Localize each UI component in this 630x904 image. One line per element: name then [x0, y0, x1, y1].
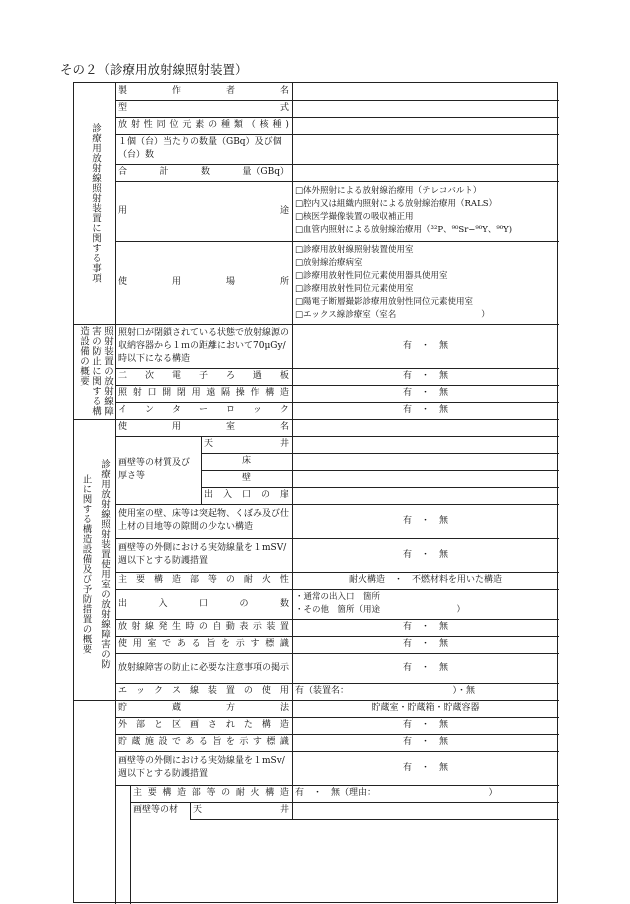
place-options-item: □診療用放射性同位元素使用器具使用室 [295, 270, 448, 281]
door-label-char: の [260, 490, 270, 500]
room-fire-label-char: 要 [135, 575, 145, 585]
nuclide-label-char: 元 [182, 120, 192, 130]
section3-header-left: 止に関する構造設備及び予防措置の概要 [80, 474, 92, 654]
wall-label: 壁 [241, 473, 251, 483]
secondary-filter-label-char: 電 [171, 371, 181, 381]
storage-sign-label-char: 設 [158, 737, 168, 747]
place-options-item: □陽電子断層撮影診療用放射性同位元素使用室 [295, 296, 474, 307]
room-sign-label-char: 室 [147, 639, 157, 649]
room-fire-label-char: 部 [189, 575, 199, 585]
xray-label-char: の [243, 686, 253, 696]
radiation-structure-label: 照射口が閉鎖されている状態で放射線源の収納容器から１ｍの距離において70μGy/時以下になる構造 [118, 327, 290, 364]
auto-display-label-char: 時 [185, 622, 195, 632]
row-border [115, 636, 559, 637]
col-border [292, 83, 293, 324]
auto-display-label-char: 射 [131, 622, 141, 632]
row-border [130, 802, 559, 803]
remote-control-label-char: 射 [132, 388, 142, 398]
notice-value: 有 ・ 無 [402, 662, 448, 673]
model-label-char: 型 [118, 103, 128, 113]
place-options-item: □放射線治療病室 [295, 257, 363, 268]
nuclide-label-char: 射 [130, 120, 140, 130]
secondary-filter-label-char: 子 [198, 371, 208, 381]
row-border [115, 734, 559, 735]
auto-display-label-char: 放 [118, 622, 128, 632]
room-name-label-char: 使 [118, 422, 128, 432]
col-border [130, 785, 131, 904]
auto-display-label [115, 619, 292, 636]
storage-sign-label-char: 施 [144, 737, 154, 747]
storage-sign-label-char: 標 [266, 737, 276, 747]
storage-sign-label-char: を [225, 737, 235, 747]
use-options-item: □腔内又は組織内照射による放射線治療用（RALS） [295, 199, 498, 209]
row-border [201, 470, 559, 471]
room-sign-label-char: る [191, 639, 201, 649]
xray-label-char: ク [153, 686, 163, 696]
room-fire-value: 耐火構造 ・ 不燃材料を用いた構造 [348, 575, 502, 585]
xray-label-char: ス [171, 686, 181, 696]
maker-label-char: 製 [118, 86, 128, 96]
row-border [115, 100, 559, 101]
auto-display-label-char: 表 [239, 622, 249, 632]
partition-value: 有 ・ 無 [402, 720, 448, 730]
storage-method-label-char: 貯 [118, 703, 128, 713]
row-border [115, 134, 559, 135]
storage-method-label-char: 蔵 [171, 703, 181, 713]
room-sign-value: 有 ・ 無 [402, 639, 448, 649]
col-border [292, 324, 293, 419]
storage-method-label [115, 700, 292, 717]
storage-fire-label-char: 造 [177, 788, 187, 798]
storage-fire-label-char: 要 [147, 788, 157, 798]
interlock-value: 有 ・ 無 [402, 405, 448, 415]
room-fire-label-char: 造 [171, 575, 181, 585]
row-border [115, 589, 559, 590]
door-label-char: 扉 [279, 490, 289, 500]
room-fire-label-char: 性 [279, 575, 289, 585]
room-sign-label-char: 標 [265, 639, 275, 649]
ceiling-label-char: 天 [204, 439, 214, 449]
room-fire-label-char: 耐 [243, 575, 253, 585]
xray-label-char: 使 [261, 686, 271, 696]
remote-control-label-char: 造 [279, 388, 289, 398]
partition-label-char: れ [225, 720, 235, 730]
partition-label [115, 717, 292, 734]
per-unit-label: １個（台）当たりの数量（GBq）及び個（台）数 [118, 137, 282, 160]
remote-control-label [115, 385, 292, 402]
storage-dose-label: 画壁等の外側における実効線量を１mSv/週以下とする防護措置 [118, 756, 285, 779]
auto-display-label-char: 置 [279, 622, 289, 632]
storage-fire-label-char: の [221, 788, 231, 798]
storage-sign-label-char: 識 [279, 737, 289, 747]
document-title: その２（診療用放射線照射装置） [60, 62, 248, 77]
storage-sign-value: 有 ・ 無 [402, 737, 448, 747]
storage-method-label-char: 法 [279, 703, 289, 713]
partition-label-char: た [243, 720, 253, 730]
use-label [115, 181, 292, 241]
entrance-label-char: 入 [158, 598, 168, 609]
nuclide-label-char: ) [285, 120, 289, 130]
entrance-label-char: 出 [118, 598, 128, 609]
col-border [115, 700, 116, 904]
row-border [115, 572, 559, 573]
remote-control-value: 有 ・ 無 [402, 388, 448, 398]
place-label-char: 場 [225, 277, 235, 287]
application-table [73, 82, 558, 903]
storage-sign-label-char: 旨 [212, 737, 222, 747]
maker-label-char: 名 [279, 86, 289, 96]
door-label-char: 口 [241, 490, 251, 500]
entrance-label-char: の [239, 598, 249, 609]
use-options [292, 181, 559, 241]
secondary-filter-label-char: 板 [279, 371, 289, 381]
col-border [190, 802, 191, 819]
auto-display-label-char: の [198, 622, 208, 632]
storage-fire-label-char: 構 [265, 788, 275, 798]
remote-control-label-char: 用 [191, 388, 201, 398]
storage-sign-label-char: あ [185, 737, 195, 747]
col-border [115, 83, 116, 324]
storage-fire-label-char: 部 [191, 788, 201, 798]
entrance-label-char: 数 [279, 598, 289, 609]
row-border [190, 819, 559, 820]
auto-display-label-char: 発 [158, 622, 168, 632]
auto-display-label-char: 示 [252, 622, 262, 632]
nuclide-label-char: 位 [169, 120, 179, 130]
col-border [115, 419, 116, 700]
room-sign-label-char: を [221, 639, 231, 649]
use-options-item: □血管内照射による放射線治療用（³²P、⁹⁰Sr−⁹⁰Y、⁹⁰Y) [295, 225, 513, 235]
remote-control-label-char: 照 [118, 388, 128, 398]
col-border [292, 700, 293, 819]
nuclide-label-char: 類 [233, 120, 243, 130]
nuclide-label-char: の [208, 120, 218, 130]
total-label-char: 合 [118, 167, 128, 177]
partition-label-char: 画 [189, 720, 199, 730]
room-name-label-char: 名 [279, 422, 289, 432]
row-border [115, 717, 559, 718]
entrance-label [115, 589, 292, 619]
storage-method-label-char: 方 [225, 703, 235, 713]
remote-control-label-char: 遠 [206, 388, 216, 398]
interlock-label-char: ッ [252, 405, 262, 415]
row-border [115, 538, 559, 539]
row-border [115, 436, 559, 437]
entrance-values [292, 589, 559, 619]
nuclide-label-char: 素 [195, 120, 205, 130]
partition-label-char: と [153, 720, 163, 730]
place-label-char: 所 [279, 277, 289, 287]
room-dose-value: 有 ・ 無 [402, 549, 448, 560]
room-sign-label [115, 636, 292, 653]
storage-sign-label [115, 734, 292, 751]
room-sign-label-char: 用 [132, 639, 142, 649]
room-fire-label-char: 火 [261, 575, 271, 585]
total-label-char: 計 [159, 167, 169, 177]
auto-display-label-char: 動 [225, 622, 235, 632]
row-border [115, 402, 559, 403]
secondary-filter-label-char: 二 [118, 371, 128, 381]
row-border [115, 653, 559, 654]
maker-label-char: 作 [171, 86, 181, 96]
room-sign-label-char: 識 [279, 639, 289, 649]
model-label-char: 式 [279, 103, 289, 113]
ceiling-label [201, 436, 292, 453]
partition-label-char: 外 [118, 720, 128, 730]
room-sign-label-char: 使 [118, 639, 128, 649]
row-border [115, 619, 559, 620]
row-border [201, 487, 559, 488]
use-label-char: 途 [279, 205, 289, 216]
maker-label [115, 83, 292, 100]
col-border [292, 419, 293, 700]
xray-label-char: 装 [207, 686, 217, 696]
room-name-label-char: 用 [171, 422, 181, 432]
nuclide-label-char: （ [246, 120, 256, 130]
xray-label-char: 置 [225, 686, 235, 696]
room-fire-label [115, 572, 292, 589]
row-border [115, 504, 559, 505]
storage-fire-label-char: 造 [279, 788, 289, 798]
total-label-char: 量（GBq） [242, 167, 289, 177]
storage-ceiling-label-char: 天 [193, 805, 203, 815]
room-sign-label-char: 旨 [206, 639, 216, 649]
storage-wall-label: 画壁等の材 [133, 805, 179, 815]
row-border [115, 241, 559, 242]
door-label-char: 出 [204, 490, 214, 500]
total-label [115, 164, 292, 181]
use-options-item: □核医学撮像装置の吸収補正用 [295, 212, 414, 222]
partition-label-char: 部 [135, 720, 145, 730]
secondary-filter-label-char: 次 [144, 371, 154, 381]
row-border [115, 117, 559, 118]
interlock-label-char: タ [171, 405, 181, 415]
entrance-values-item: ・その他 箇所（用途 ） [295, 605, 466, 615]
entrance-label-char: 口 [198, 598, 208, 609]
room-sign-label-char: あ [176, 639, 186, 649]
xray-label-char: エ [118, 686, 128, 696]
room-fire-label-char: の [225, 575, 235, 585]
entrance-values-item: ・通常の出入口 箇所 [295, 592, 381, 602]
room-surface-value: 有 ・ 無 [402, 515, 448, 526]
storage-fire-value: 有 ・ 無（理由： ） [295, 788, 498, 798]
storage-ceiling-label [190, 802, 292, 819]
room-sign-label-char: 示 [235, 639, 245, 649]
nuclide-label-char: 性 [143, 120, 153, 130]
remote-control-label-char: 口 [147, 388, 157, 398]
storage-dose-value: 有 ・ 無 [402, 762, 448, 773]
section3-header-right: 診療用放射線照射装置使用室の放射線障害の防 [99, 459, 110, 669]
room-fire-label-char: 主 [118, 575, 128, 585]
room-dose-label: 画壁等の外側における実効線量を１mSV/週以下とする防護措置 [118, 543, 287, 566]
model-label [115, 100, 292, 117]
nuclide-label-char: 種 [272, 120, 282, 130]
xray-label-char: ッ [135, 686, 145, 696]
radiation-structure-value: 有 ・ 無 [402, 340, 448, 351]
storage-fire-label-char: 火 [250, 788, 260, 798]
nuclide-label [115, 117, 292, 134]
storage-fire-label-char: 主 [133, 788, 143, 798]
interlock-label-char: ー [198, 405, 208, 415]
maker-label-char: 者 [225, 86, 235, 96]
use-options-item: □体外照射による放射線治療用（テレコバルト） [295, 186, 482, 196]
room-fire-label-char: 等 [207, 575, 217, 585]
storage-method-value: 貯蔵室・貯蔵箱・貯蔵容器 [371, 703, 480, 713]
nuclide-label-char: 核 [259, 120, 269, 130]
place-options-item: □診療用放射性同位元素使用室 [295, 283, 414, 294]
storage-fire-label [130, 785, 292, 802]
row-border [115, 164, 559, 165]
secondary-filter-label-char: ろ [225, 371, 235, 381]
row-border [115, 751, 559, 752]
storage-sign-label-char: 蔵 [131, 737, 141, 747]
partition-label-char: さ [207, 720, 217, 730]
place-options-item: □エックス線診療室（室名 ） [295, 309, 490, 320]
room-name-label [115, 419, 292, 436]
remote-control-label-char: 隔 [221, 388, 231, 398]
xray-label [115, 683, 292, 700]
xray-value: 有（装置名： ）・無 [295, 686, 476, 696]
remote-control-label-char: 閉 [176, 388, 186, 398]
interlock-label-char: ロ [225, 405, 235, 415]
total-label-char: 数 [200, 167, 210, 177]
nuclide-label-char: 同 [156, 120, 166, 130]
use-label-char: 用 [118, 205, 128, 216]
secondary-filter-label-char: 過 [252, 371, 262, 381]
nuclide-label-char: 種 [221, 120, 231, 130]
auto-display-label-char: 装 [266, 622, 276, 632]
floor-label: 床 [241, 456, 251, 466]
remote-control-label-char: 操 [235, 388, 245, 398]
interlock-label-char: イ [118, 405, 128, 415]
partition-label-char: 造 [279, 720, 289, 730]
col-border [201, 436, 202, 504]
xray-label-char: 用 [279, 686, 289, 696]
notice-label: 放射線障害の防止に必要な注意事項の掲示 [118, 662, 290, 673]
nuclide-label-char: 放 [118, 120, 128, 130]
place-options [292, 241, 559, 324]
storage-sign-label-char: る [198, 737, 208, 747]
secondary-filter-value: 有 ・ 無 [402, 371, 448, 381]
storage-fire-label-char: 構 [162, 788, 172, 798]
xray-label-char: 線 [189, 686, 199, 696]
row-border [115, 683, 559, 684]
section1-header: 診療用放射線照射装置に関する事項 [90, 123, 101, 283]
storage-sign-label-char: で [171, 737, 181, 747]
interlock-label-char: ン [144, 405, 154, 415]
partition-label-char: 構 [261, 720, 271, 730]
partition-label-char: 区 [171, 720, 181, 730]
remote-control-label-char: 開 [162, 388, 172, 398]
storage-fire-label-char: 耐 [235, 788, 245, 798]
door-label [201, 487, 292, 504]
auto-display-value: 有 ・ 無 [402, 622, 448, 632]
row-border [115, 385, 559, 386]
ceiling-label-char: 井 [279, 439, 289, 449]
wall-material-label: 画壁等の材質及び厚さ等 [118, 458, 191, 481]
room-sign-label-char: す [250, 639, 260, 649]
storage-ceiling-label-char: 井 [279, 805, 289, 815]
interlock-label-char: ク [279, 405, 289, 415]
place-label [115, 241, 292, 324]
row-border [115, 785, 559, 786]
col-border [115, 324, 116, 419]
door-label-char: 入 [222, 490, 232, 500]
row-border [115, 368, 559, 369]
room-sign-label-char: で [162, 639, 172, 649]
storage-fire-label-char: 等 [206, 788, 216, 798]
row-border [115, 181, 559, 182]
remote-control-label-char: 構 [265, 388, 275, 398]
remote-control-label-char: 作 [250, 388, 260, 398]
auto-display-label-char: 線 [144, 622, 154, 632]
room-fire-label-char: 構 [153, 575, 163, 585]
place-options-item: □診療用放射線照射装置使用室 [295, 244, 414, 255]
storage-sign-label-char: す [252, 737, 262, 747]
place-label-char: 使 [118, 277, 128, 287]
row-border [201, 453, 559, 454]
storage-sign-label-char: 示 [239, 737, 249, 747]
place-label-char: 用 [171, 277, 181, 287]
interlock-label [115, 402, 292, 419]
auto-display-label-char: 生 [171, 622, 181, 632]
room-name-label-char: 室 [225, 422, 235, 432]
room-surface-label: 使用室の壁、床等は突起物、くぼみ及び仕上材の目地等の隙間の少ない構造 [118, 509, 290, 532]
secondary-filter-label [115, 368, 292, 385]
auto-display-label-char: 自 [212, 622, 222, 632]
section2-header: 照射装置の放射線障害の防止に関する構造設備の概要 [78, 326, 113, 416]
storage-sign-label-char: 貯 [118, 737, 128, 747]
